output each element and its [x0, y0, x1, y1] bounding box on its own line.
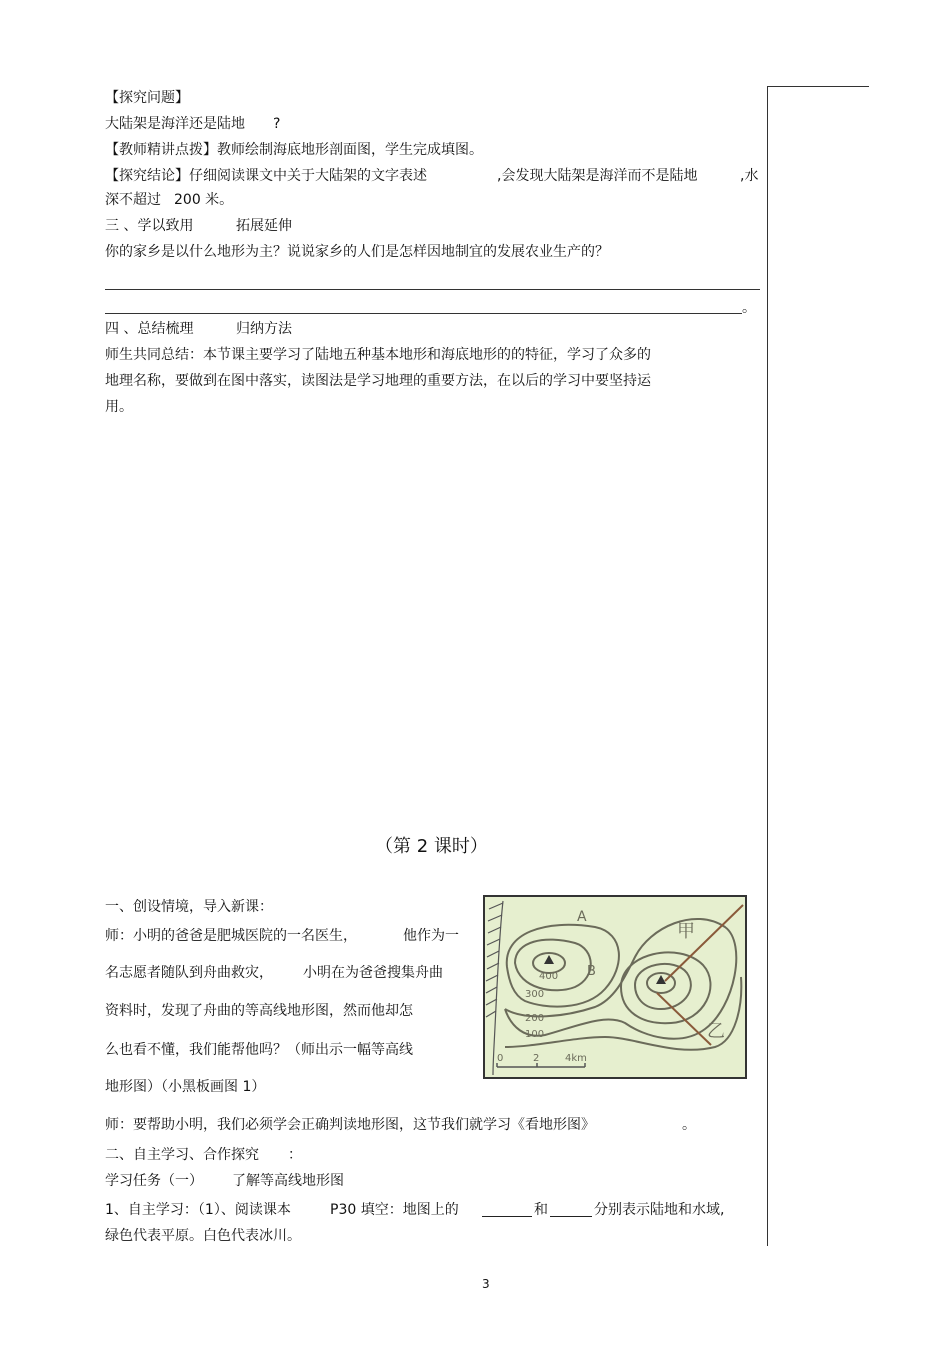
- teacher-guidance: 【教师精讲点拨】教师绘制海底地形剖面图，学生完成填图。: [105, 142, 483, 158]
- fill-blank-e: 绿色代表平原。白色代表冰川。: [105, 1228, 301, 1244]
- section-3-title: 拓展延伸: [236, 218, 292, 234]
- intro-heading: 一、创设情境，导入新课：: [105, 899, 273, 915]
- answer-period: 。: [742, 300, 756, 316]
- blank-line-1: [482, 1216, 532, 1217]
- table-border-top: [767, 86, 869, 87]
- inquiry-question-mark: ?: [273, 116, 281, 132]
- contour-map-svg: [485, 897, 745, 1077]
- story-line-4: 么也看不懂，我们能帮他吗？（师出示一幅等高线: [105, 1042, 413, 1058]
- inquiry-question: 大陆架是海洋还是陆地: [105, 116, 245, 132]
- conclusion-part-a: 【探究结论】仔细阅读课文中关于大陆架的文字表述: [105, 168, 427, 184]
- map-label-jia: 甲: [677, 921, 695, 942]
- conclusion-part-d: 深不超过: [105, 192, 161, 208]
- story-line-5: 地形图）（小黑板画图 1）: [105, 1079, 266, 1095]
- section-2-colon: ：: [288, 1147, 302, 1163]
- contour-label-300: 300: [525, 989, 545, 1000]
- section-4-number: 四 、总结梳理: [105, 321, 194, 337]
- fill-blank-a: 1、自主学习：（1）、阅读课本: [105, 1202, 291, 1218]
- page-number: 3: [482, 1277, 490, 1291]
- scale-label-4km: 4km: [565, 1053, 587, 1064]
- fill-blank-d: 分别表示陆地和水域,: [594, 1202, 725, 1218]
- contour-label-200: 200: [525, 1013, 545, 1024]
- story-line-1b: 他作为一: [403, 928, 459, 944]
- task-title: 了解等高线地形图: [232, 1173, 344, 1189]
- summary-line-3: 用。: [105, 399, 133, 415]
- inquiry-heading: 【探究问题】: [105, 90, 189, 106]
- conclusion-part-c: ,水: [740, 168, 759, 184]
- extension-prompt: 你的家乡是以什么地形为主？说说家乡的人们是怎样因地制宜的发展农业生产的？: [105, 244, 609, 260]
- map-label-a: A: [577, 909, 587, 925]
- story-line-2a: 名志愿者随队到舟曲救灾，: [105, 965, 273, 981]
- contour-label-400: 400: [539, 971, 559, 982]
- scale-label-2: 2: [533, 1053, 540, 1064]
- summary-line-1: 师生共同总结：本节课主要学习了陆地五种基本地形和海底地形的的特征，学习了众多的: [105, 347, 651, 363]
- section-3-number: 三 、学以致用: [105, 218, 194, 234]
- section-4-title: 归纳方法: [236, 321, 292, 337]
- story-line-2b: 小明在为爸爸搜集舟曲: [303, 965, 443, 981]
- story-line-3: 资料时，发现了舟曲的等高线地形图，然而他却怎: [105, 1003, 413, 1019]
- contour-map-figure: [483, 895, 747, 1079]
- summary-line-2: 地理名称，要做到在图中落实，读图法是学习地理的重要方法，在以后的学习中要坚持运: [105, 373, 651, 389]
- map-label-b: B: [587, 964, 596, 979]
- help-sentence: 师：要帮助小明，我们必须学会正确判读地形图，这节我们就学习《看地形图》: [105, 1117, 595, 1133]
- answer-line-1: [105, 289, 760, 290]
- conclusion-part-e: 200 米。: [174, 192, 234, 208]
- lesson-title: （第 2 课时）: [375, 836, 488, 857]
- task-label: 学习任务（一）: [105, 1173, 203, 1189]
- help-sentence-period: 。: [682, 1117, 696, 1133]
- conclusion-part-b: ,会发现大陆架是海洋而不是陆地: [497, 168, 698, 184]
- scale-label-0: 0: [497, 1053, 504, 1064]
- story-line-1a: 师：小明的爸爸是肥城医院的一名医生，: [105, 928, 357, 944]
- answer-line-2: [105, 313, 742, 314]
- fill-blank-b: P30 填空：地图上的: [330, 1202, 459, 1218]
- section-2-heading: 二、自主学习、合作探究: [105, 1147, 259, 1163]
- table-border-left: [767, 86, 768, 1246]
- fill-blank-c: 和: [534, 1202, 548, 1218]
- map-label-yi: 乙: [707, 1021, 725, 1042]
- contour-label-100: 100: [525, 1029, 545, 1040]
- blank-line-2: [550, 1216, 592, 1217]
